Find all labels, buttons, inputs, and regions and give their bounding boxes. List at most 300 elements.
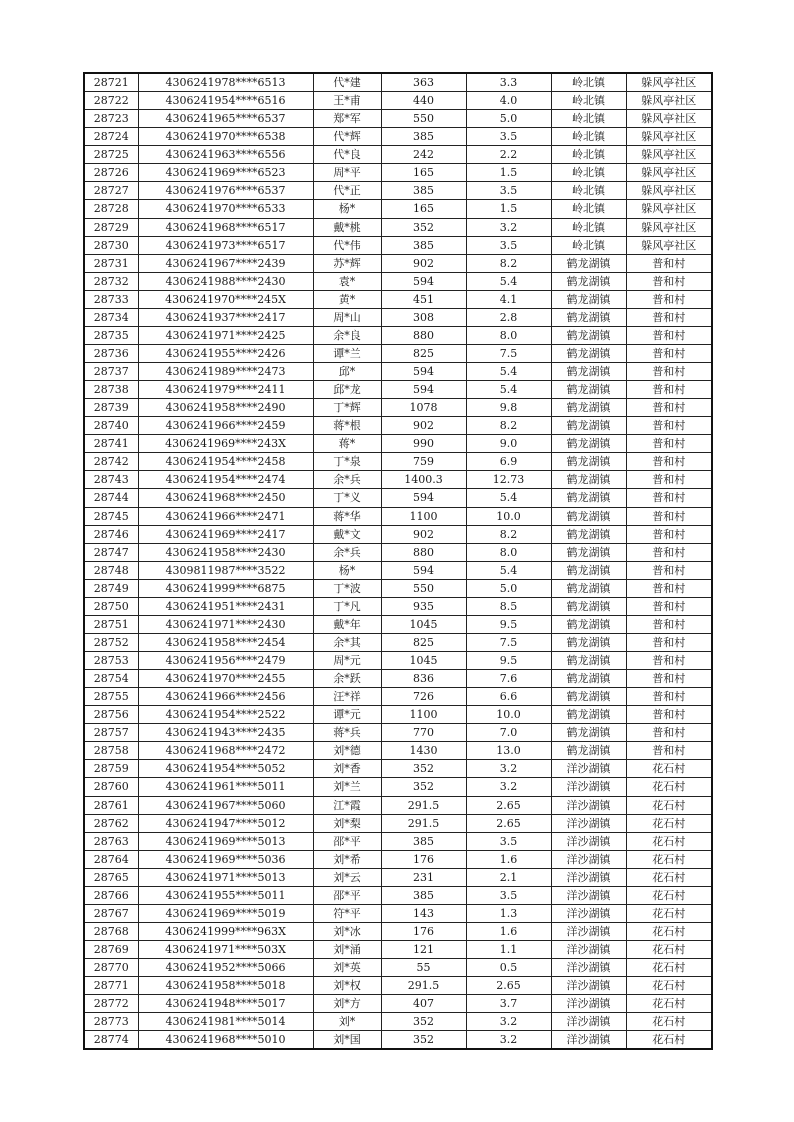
table-row — [84, 164, 712, 182]
town-cell: 鹤龙湖镇 — [551, 453, 626, 471]
serial-number-cell: 28727 — [84, 182, 138, 200]
name-cell: 谭*兰 — [313, 344, 381, 362]
id-number-cell: 4306241969****5019 — [138, 904, 313, 922]
town-cell: 岭北镇 — [551, 128, 626, 146]
serial-number-cell: 28763 — [84, 832, 138, 850]
amount-cell: 825 — [381, 633, 466, 651]
area-cell: 9.5 — [466, 615, 551, 633]
serial-number-cell: 28754 — [84, 670, 138, 688]
id-number-cell: 4306241970****245X — [138, 290, 313, 308]
table-row — [84, 471, 712, 489]
town-cell: 鹤龙湖镇 — [551, 543, 626, 561]
name-cell: 刘*涌 — [313, 941, 381, 959]
town-cell: 鹤龙湖镇 — [551, 272, 626, 290]
town-cell: 洋沙湖镇 — [551, 995, 626, 1013]
village-cell: 普和村 — [626, 290, 712, 308]
town-cell: 鹤龙湖镇 — [551, 742, 626, 760]
id-number-cell: 4306241958****2454 — [138, 633, 313, 651]
serial-number-cell: 28759 — [84, 760, 138, 778]
name-cell: 刘*梨 — [313, 814, 381, 832]
village-cell: 普和村 — [626, 326, 712, 344]
area-cell: 3.3 — [466, 73, 551, 92]
town-cell: 洋沙湖镇 — [551, 1031, 626, 1050]
id-number-cell: 4306241973****6517 — [138, 236, 313, 254]
serial-number-cell: 28723 — [84, 110, 138, 128]
data-table — [83, 72, 713, 1050]
serial-number-cell: 28742 — [84, 453, 138, 471]
name-cell: 刘*香 — [313, 760, 381, 778]
name-cell: 戴*年 — [313, 615, 381, 633]
name-cell: 黄* — [313, 290, 381, 308]
amount-cell: 836 — [381, 670, 466, 688]
serial-number-cell: 28724 — [84, 128, 138, 146]
town-cell: 洋沙湖镇 — [551, 886, 626, 904]
amount-cell: 143 — [381, 904, 466, 922]
village-cell: 普和村 — [626, 507, 712, 525]
area-cell: 3.5 — [466, 886, 551, 904]
table-row — [84, 326, 712, 344]
village-cell: 普和村 — [626, 579, 712, 597]
area-cell: 8.0 — [466, 326, 551, 344]
serial-number-cell: 28722 — [84, 92, 138, 110]
serial-number-cell: 28729 — [84, 218, 138, 236]
amount-cell: 770 — [381, 724, 466, 742]
town-cell: 洋沙湖镇 — [551, 868, 626, 886]
id-number-cell: 4306241966****2456 — [138, 688, 313, 706]
area-cell: 13.0 — [466, 742, 551, 760]
serial-number-cell: 28774 — [84, 1031, 138, 1050]
name-cell: 刘*权 — [313, 977, 381, 995]
area-cell: 3.5 — [466, 128, 551, 146]
id-number-cell: 4306241968****5010 — [138, 1031, 313, 1050]
town-cell: 洋沙湖镇 — [551, 814, 626, 832]
area-cell: 1.5 — [466, 164, 551, 182]
amount-cell: 759 — [381, 453, 466, 471]
name-cell: 丁*辉 — [313, 399, 381, 417]
area-cell: 10.0 — [466, 507, 551, 525]
name-cell: 刘* — [313, 1013, 381, 1031]
name-cell: 刘*兰 — [313, 778, 381, 796]
amount-cell: 1045 — [381, 652, 466, 670]
village-cell: 普和村 — [626, 254, 712, 272]
amount-cell: 1100 — [381, 507, 466, 525]
amount-cell: 385 — [381, 128, 466, 146]
name-cell: 刘*德 — [313, 742, 381, 760]
id-number-cell: 4306241968****2450 — [138, 489, 313, 507]
area-cell: 8.5 — [466, 597, 551, 615]
village-cell: 花石村 — [626, 850, 712, 868]
id-number-cell: 4306241956****2479 — [138, 652, 313, 670]
id-number-cell: 4306241967****5060 — [138, 796, 313, 814]
id-number-cell: 4306241971****2430 — [138, 615, 313, 633]
area-cell: 7.0 — [466, 724, 551, 742]
name-cell: 邵*平 — [313, 886, 381, 904]
id-number-cell: 4306241979****2411 — [138, 381, 313, 399]
serial-number-cell: 28725 — [84, 146, 138, 164]
area-cell: 7.6 — [466, 670, 551, 688]
area-cell: 5.4 — [466, 381, 551, 399]
area-cell: 2.65 — [466, 814, 551, 832]
name-cell: 代*建 — [313, 73, 381, 92]
id-number-cell: 4306241963****6556 — [138, 146, 313, 164]
serial-number-cell: 28733 — [84, 290, 138, 308]
id-number-cell: 4306241981****5014 — [138, 1013, 313, 1031]
village-cell: 普和村 — [626, 272, 712, 290]
name-cell: 刘*方 — [313, 995, 381, 1013]
serial-number-cell: 28764 — [84, 850, 138, 868]
table-row — [84, 92, 712, 110]
area-cell: 5.0 — [466, 579, 551, 597]
table-row — [84, 579, 712, 597]
table-row — [84, 814, 712, 832]
table-row — [84, 670, 712, 688]
area-cell: 3.2 — [466, 760, 551, 778]
id-number-cell: 4306241954****5052 — [138, 760, 313, 778]
town-cell: 洋沙湖镇 — [551, 941, 626, 959]
village-cell: 普和村 — [626, 363, 712, 381]
amount-cell: 1078 — [381, 399, 466, 417]
serial-number-cell: 28770 — [84, 959, 138, 977]
town-cell: 鹤龙湖镇 — [551, 381, 626, 399]
id-number-cell: 4306241955****5011 — [138, 886, 313, 904]
table-row — [84, 507, 712, 525]
table-row — [84, 868, 712, 886]
amount-cell: 880 — [381, 543, 466, 561]
village-cell: 躲风亭社区 — [626, 92, 712, 110]
village-cell: 普和村 — [626, 742, 712, 760]
serial-number-cell: 28753 — [84, 652, 138, 670]
serial-number-cell: 28761 — [84, 796, 138, 814]
table-row — [84, 363, 712, 381]
serial-number-cell: 28732 — [84, 272, 138, 290]
town-cell: 鹤龙湖镇 — [551, 417, 626, 435]
id-number-cell: 4306241969****5013 — [138, 832, 313, 850]
table-row — [84, 200, 712, 218]
town-cell: 鹤龙湖镇 — [551, 308, 626, 326]
name-cell: 蒋* — [313, 435, 381, 453]
name-cell: 邵*平 — [313, 832, 381, 850]
amount-cell: 594 — [381, 561, 466, 579]
id-number-cell: 4306241968****2472 — [138, 742, 313, 760]
serial-number-cell: 28757 — [84, 724, 138, 742]
serial-number-cell: 28734 — [84, 308, 138, 326]
id-number-cell: 4306241954****2522 — [138, 706, 313, 724]
serial-number-cell: 28749 — [84, 579, 138, 597]
serial-number-cell: 28767 — [84, 904, 138, 922]
town-cell: 鹤龙湖镇 — [551, 597, 626, 615]
name-cell: 丁*泉 — [313, 453, 381, 471]
table-row — [84, 904, 712, 922]
serial-number-cell: 28769 — [84, 941, 138, 959]
village-cell: 普和村 — [626, 561, 712, 579]
table-row — [84, 290, 712, 308]
town-cell: 洋沙湖镇 — [551, 832, 626, 850]
town-cell: 鹤龙湖镇 — [551, 363, 626, 381]
area-cell: 1.6 — [466, 922, 551, 940]
serial-number-cell: 28739 — [84, 399, 138, 417]
id-number-cell: 4306241958****5018 — [138, 977, 313, 995]
town-cell: 洋沙湖镇 — [551, 850, 626, 868]
id-number-cell: 4306241978****6513 — [138, 73, 313, 92]
name-cell: 余*良 — [313, 326, 381, 344]
table-body — [84, 73, 712, 1049]
id-number-cell: 4306241947****5012 — [138, 814, 313, 832]
table-row — [84, 417, 712, 435]
amount-cell: 385 — [381, 236, 466, 254]
name-cell: 蒋*华 — [313, 507, 381, 525]
area-cell: 9.0 — [466, 435, 551, 453]
id-number-cell: 4306241970****6533 — [138, 200, 313, 218]
serial-number-cell: 28738 — [84, 381, 138, 399]
serial-number-cell: 28747 — [84, 543, 138, 561]
village-cell: 普和村 — [626, 688, 712, 706]
amount-cell: 594 — [381, 363, 466, 381]
area-cell: 8.2 — [466, 254, 551, 272]
serial-number-cell: 28772 — [84, 995, 138, 1013]
area-cell: 3.7 — [466, 995, 551, 1013]
id-number-cell: 4306241969****5036 — [138, 850, 313, 868]
town-cell: 鹤龙湖镇 — [551, 489, 626, 507]
area-cell: 10.0 — [466, 706, 551, 724]
town-cell: 鹤龙湖镇 — [551, 670, 626, 688]
amount-cell: 176 — [381, 922, 466, 940]
town-cell: 洋沙湖镇 — [551, 796, 626, 814]
town-cell: 鹤龙湖镇 — [551, 254, 626, 272]
id-number-cell: 4306241999****963X — [138, 922, 313, 940]
serial-number-cell: 28751 — [84, 615, 138, 633]
table-row — [84, 1031, 712, 1050]
amount-cell: 231 — [381, 868, 466, 886]
name-cell: 代*伟 — [313, 236, 381, 254]
table-row — [84, 959, 712, 977]
serial-number-cell: 28741 — [84, 435, 138, 453]
village-cell: 普和村 — [626, 453, 712, 471]
area-cell: 3.2 — [466, 1031, 551, 1050]
town-cell: 洋沙湖镇 — [551, 1013, 626, 1031]
id-number-cell: 4306241970****2455 — [138, 670, 313, 688]
village-cell: 普和村 — [626, 597, 712, 615]
village-cell: 花石村 — [626, 904, 712, 922]
village-cell: 普和村 — [626, 615, 712, 633]
village-cell: 普和村 — [626, 471, 712, 489]
table-row — [84, 850, 712, 868]
village-cell: 花石村 — [626, 778, 712, 796]
area-cell: 3.5 — [466, 236, 551, 254]
id-number-cell: 4306241955****2426 — [138, 344, 313, 362]
id-number-cell: 4306241966****2471 — [138, 507, 313, 525]
area-cell: 3.2 — [466, 218, 551, 236]
serial-number-cell: 28726 — [84, 164, 138, 182]
serial-number-cell: 28762 — [84, 814, 138, 832]
town-cell: 洋沙湖镇 — [551, 977, 626, 995]
id-number-cell: 4306241999****6875 — [138, 579, 313, 597]
id-number-cell: 4306241967****2439 — [138, 254, 313, 272]
town-cell: 鹤龙湖镇 — [551, 724, 626, 742]
amount-cell: 594 — [381, 272, 466, 290]
id-number-cell: 4306241958****2490 — [138, 399, 313, 417]
table-row — [84, 525, 712, 543]
name-cell: 汪*祥 — [313, 688, 381, 706]
town-cell: 鹤龙湖镇 — [551, 706, 626, 724]
amount-cell: 55 — [381, 959, 466, 977]
name-cell: 丁*波 — [313, 579, 381, 597]
village-cell: 花石村 — [626, 886, 712, 904]
id-number-cell: 4306241970****6538 — [138, 128, 313, 146]
amount-cell: 242 — [381, 146, 466, 164]
id-number-cell: 4306241969****6523 — [138, 164, 313, 182]
table-row — [84, 128, 712, 146]
serial-number-cell: 28737 — [84, 363, 138, 381]
name-cell: 刘*国 — [313, 1031, 381, 1050]
table-row — [84, 543, 712, 561]
table-row — [84, 272, 712, 290]
area-cell: 12.73 — [466, 471, 551, 489]
village-cell: 普和村 — [626, 633, 712, 651]
village-cell: 躲风亭社区 — [626, 182, 712, 200]
area-cell: 2.65 — [466, 796, 551, 814]
table-row — [84, 308, 712, 326]
village-cell: 躲风亭社区 — [626, 128, 712, 146]
name-cell: 周*山 — [313, 308, 381, 326]
serial-number-cell: 28768 — [84, 922, 138, 940]
name-cell: 王*甫 — [313, 92, 381, 110]
town-cell: 岭北镇 — [551, 110, 626, 128]
name-cell: 代*辉 — [313, 128, 381, 146]
amount-cell: 880 — [381, 326, 466, 344]
table-row — [84, 1013, 712, 1031]
table-row — [84, 399, 712, 417]
town-cell: 鹤龙湖镇 — [551, 525, 626, 543]
village-cell: 躲风亭社区 — [626, 73, 712, 92]
area-cell: 8.2 — [466, 525, 551, 543]
area-cell: 6.6 — [466, 688, 551, 706]
amount-cell: 165 — [381, 164, 466, 182]
serial-number-cell: 28756 — [84, 706, 138, 724]
area-cell: 3.5 — [466, 182, 551, 200]
town-cell: 鹤龙湖镇 — [551, 435, 626, 453]
table-row — [84, 922, 712, 940]
table-row — [84, 652, 712, 670]
village-cell: 普和村 — [626, 706, 712, 724]
amount-cell: 165 — [381, 200, 466, 218]
area-cell: 1.1 — [466, 941, 551, 959]
amount-cell: 451 — [381, 290, 466, 308]
amount-cell: 176 — [381, 850, 466, 868]
town-cell: 鹤龙湖镇 — [551, 290, 626, 308]
area-cell: 5.0 — [466, 110, 551, 128]
village-cell: 花石村 — [626, 1031, 712, 1050]
village-cell: 花石村 — [626, 922, 712, 940]
area-cell: 2.1 — [466, 868, 551, 886]
amount-cell: 308 — [381, 308, 466, 326]
table-row — [84, 977, 712, 995]
serial-number-cell: 28765 — [84, 868, 138, 886]
name-cell: 符*平 — [313, 904, 381, 922]
table-row — [84, 110, 712, 128]
table-row — [84, 597, 712, 615]
area-cell: 4.1 — [466, 290, 551, 308]
area-cell: 7.5 — [466, 344, 551, 362]
name-cell: 邱* — [313, 363, 381, 381]
name-cell: 刘*希 — [313, 850, 381, 868]
name-cell: 蒋*兵 — [313, 724, 381, 742]
area-cell: 3.2 — [466, 778, 551, 796]
table-row — [84, 236, 712, 254]
village-cell: 普和村 — [626, 381, 712, 399]
town-cell: 洋沙湖镇 — [551, 778, 626, 796]
amount-cell: 385 — [381, 886, 466, 904]
amount-cell: 407 — [381, 995, 466, 1013]
table-row — [84, 724, 712, 742]
village-cell: 花石村 — [626, 760, 712, 778]
town-cell: 鹤龙湖镇 — [551, 579, 626, 597]
village-cell: 躲风亭社区 — [626, 146, 712, 164]
amount-cell: 291.5 — [381, 977, 466, 995]
amount-cell: 902 — [381, 254, 466, 272]
serial-number-cell: 28745 — [84, 507, 138, 525]
name-cell: 余*跃 — [313, 670, 381, 688]
id-number-cell: 4306241948****5017 — [138, 995, 313, 1013]
id-number-cell: 4306241965****6537 — [138, 110, 313, 128]
name-cell: 周*元 — [313, 652, 381, 670]
serial-number-cell: 28735 — [84, 326, 138, 344]
id-number-cell: 4306241954****2458 — [138, 453, 313, 471]
town-cell: 岭北镇 — [551, 164, 626, 182]
table-row — [84, 561, 712, 579]
area-cell: 2.2 — [466, 146, 551, 164]
serial-number-cell: 28743 — [84, 471, 138, 489]
amount-cell: 352 — [381, 760, 466, 778]
area-cell: 1.6 — [466, 850, 551, 868]
id-number-cell: 4306241951****2431 — [138, 597, 313, 615]
village-cell: 花石村 — [626, 832, 712, 850]
name-cell: 袁* — [313, 272, 381, 290]
town-cell: 岭北镇 — [551, 182, 626, 200]
serial-number-cell: 28746 — [84, 525, 138, 543]
amount-cell: 594 — [381, 381, 466, 399]
id-number-cell: 4306241954****6516 — [138, 92, 313, 110]
village-cell: 花石村 — [626, 977, 712, 995]
town-cell: 洋沙湖镇 — [551, 904, 626, 922]
village-cell: 花石村 — [626, 868, 712, 886]
id-number-cell: 4306241969****243X — [138, 435, 313, 453]
area-cell: 5.4 — [466, 363, 551, 381]
name-cell: 郑*军 — [313, 110, 381, 128]
serial-number-cell: 28731 — [84, 254, 138, 272]
town-cell: 鹤龙湖镇 — [551, 633, 626, 651]
table-row — [84, 688, 712, 706]
serial-number-cell: 28748 — [84, 561, 138, 579]
serial-number-cell: 28752 — [84, 633, 138, 651]
table-row — [84, 796, 712, 814]
serial-number-cell: 28758 — [84, 742, 138, 760]
name-cell: 丁*凡 — [313, 597, 381, 615]
amount-cell: 363 — [381, 73, 466, 92]
village-cell: 花石村 — [626, 814, 712, 832]
amount-cell: 726 — [381, 688, 466, 706]
amount-cell: 550 — [381, 110, 466, 128]
area-cell: 9.5 — [466, 652, 551, 670]
name-cell: 余*兵 — [313, 543, 381, 561]
table-row — [84, 381, 712, 399]
id-number-cell: 4306241988****2430 — [138, 272, 313, 290]
village-cell: 普和村 — [626, 670, 712, 688]
table-row — [84, 760, 712, 778]
town-cell: 洋沙湖镇 — [551, 760, 626, 778]
name-cell: 刘*冰 — [313, 922, 381, 940]
amount-cell: 385 — [381, 832, 466, 850]
table-row — [84, 615, 712, 633]
